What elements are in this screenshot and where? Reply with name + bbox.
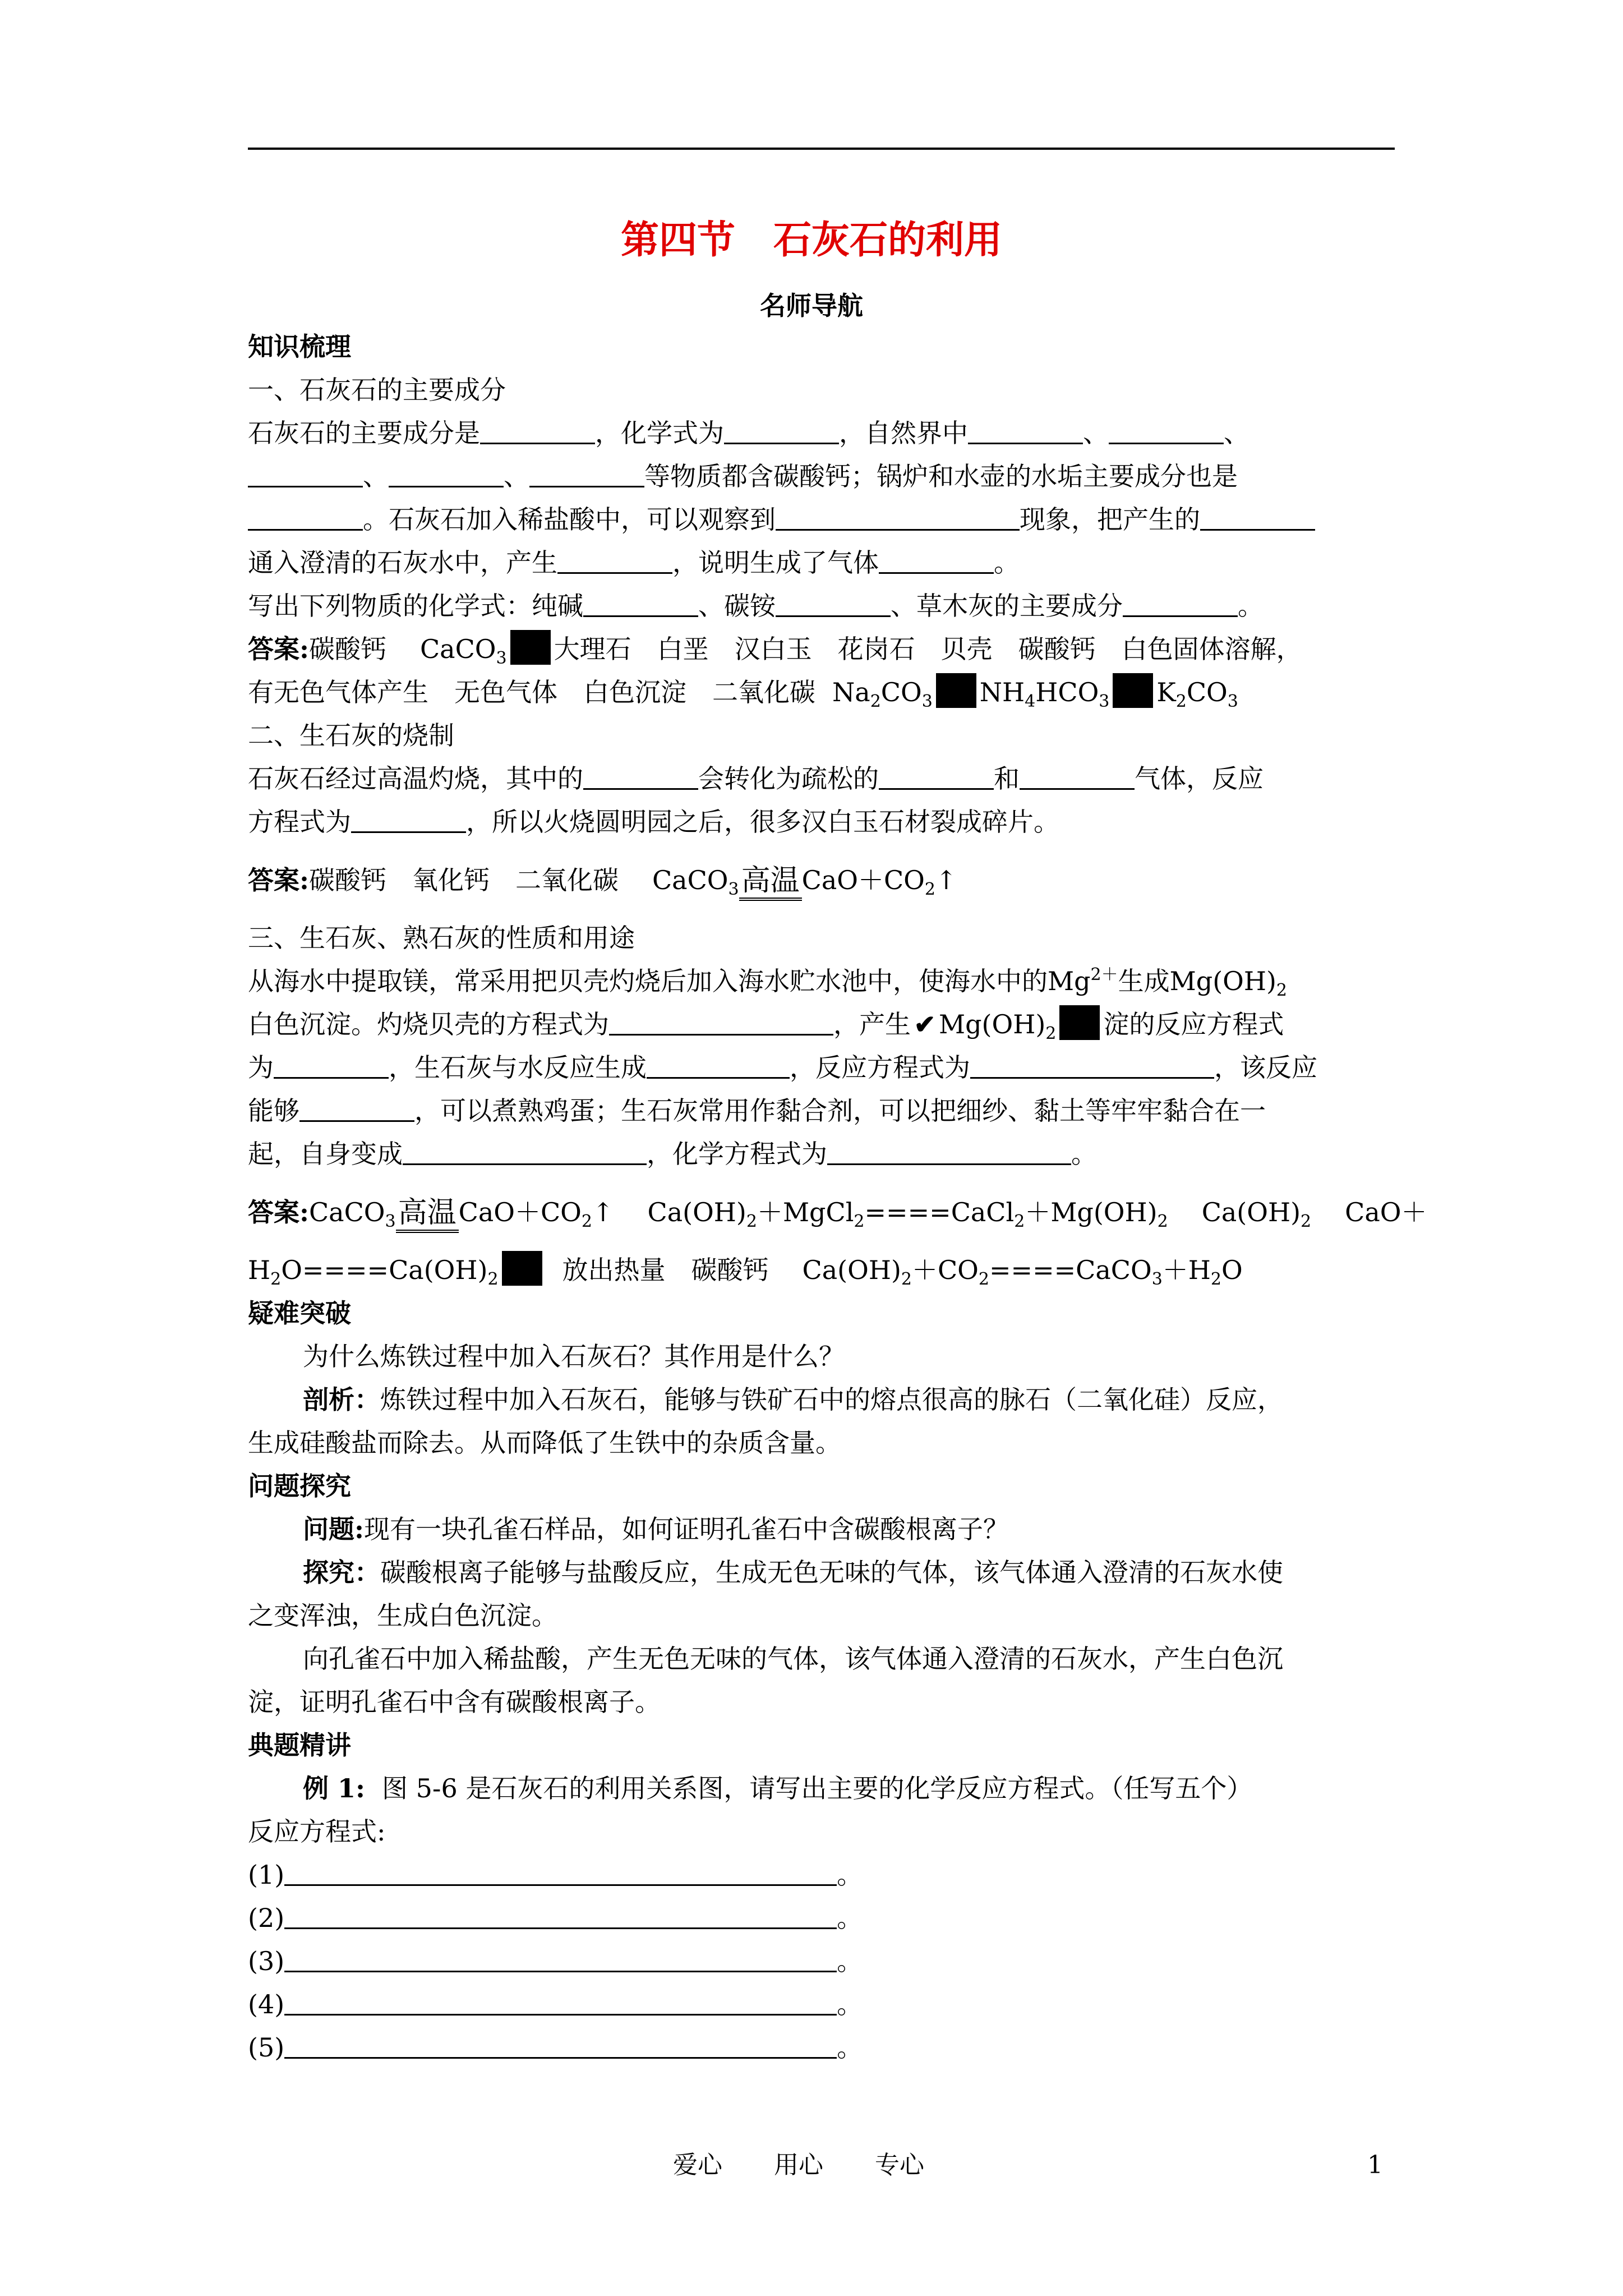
part1-line-4: 通入澄清的石灰水中，产生 ，说明生成了气体 。 [248,547,1020,578]
redaction-block [936,673,976,708]
fill-blank [583,590,698,617]
fill-blank [827,1138,1071,1165]
part1-line-3: 。石灰石加入稀盐酸中，可以观察到 现象，把产生的 [248,498,1398,541]
fill-blank [284,1858,837,1886]
part1-answer-line-2: 有无色气体产生 无色气体 白色沉淀 二氧化碳 $Na_2CO_3$ $NH_4HCO_3$ $K_2CO_3$ [248,671,1398,714]
fill-blank [299,1094,414,1122]
fill-blank [529,460,644,487]
part1-line-5: 写出下列物质的化学式：纯碱 、碳铵 、草木灰的主要成分 。 [248,591,1264,621]
answer-line-3: (3) 。 [248,1946,863,1976]
fill-blank [284,1988,837,2016]
answer-line-5: (5) 。 [248,2032,863,2063]
fill-blank [274,1051,389,1079]
fill-blank [351,806,466,833]
fill-blank [284,1902,837,1929]
section-heading-knowledge: 知识梳理 [248,332,351,362]
inquiry-explore-line-2: 之变浑浊，生成白色沉淀。 [248,1600,557,1631]
document-body [248,325,1427,2069]
footer-motto: 爱心 用心 专心 [673,2151,924,2179]
inquiry-explore-line-3: 向孔雀石中加入稀盐酸，产生无色无味的气体，该气体通入澄清的石灰水，产生白色沉 [303,1644,1283,1674]
page-subtitle: 名师导航 [760,291,863,321]
section-heading-difficulty: 疑难突破 [248,1298,351,1328]
page-number: 1 [1367,2151,1383,2179]
fill-blank [1020,762,1135,790]
part1-line-1: 石灰石的主要成分是 ，化学式为 ，自然界中 、 、 [248,418,1249,448]
part2-line-1: 石灰石经过高温灼烧，其中的 会转化为疏松的 和 气体，反应 [248,763,1264,794]
fill-blank [1123,590,1238,617]
part3-line-1: 从海水中提取镁，常采用把贝壳灼烧后加入海水贮水池中，使海水中的$Mg^{2+}$生成$Mg(OH)_2$ [248,965,1288,1000]
inquiry-explore-line-4: 淀，证明孔雀石中含有碳酸根离子。 [248,1687,661,1717]
part3-heading: 三、生石灰、熟石灰的性质和用途 [248,923,635,953]
part3-answer-line-1: 答案:CaCO$_3$高温$CaO+CO_2↑$ $Ca(OH)_2+MgCl_2====CaCl_2+Mg(OH)_2$ $Ca(OH)_2$ CaO＋ [248,1176,1398,1249]
fill-blank [403,1138,647,1165]
fill-blank [1200,503,1315,531]
part3-line-3: 为 ，生石灰与水反应生成 ，反应方程式为 ，该反应 [248,1052,1317,1083]
answer-line-2: (2) 。 [248,1903,863,1933]
fill-blank [609,1008,833,1036]
redaction-block [502,1251,542,1286]
part3-line-2: 白色沉淀。灼烧贝壳的方程式为 ，产生 ✔ $Mg(OH)_2$ 淀的反应方程式 [248,1003,1398,1046]
inquiry-question: 问题:现有一块孔雀石样品，如何证明孔雀石中含碳酸根离子？ [303,1514,1009,1544]
fill-blank [557,546,672,574]
high-temperature-condition: 高温 [739,864,802,901]
part3-line-5: 起，自身变成 ，化学方程式为 。 [248,1139,1097,1169]
fill-blank [647,1051,790,1079]
header-rule [248,148,1395,150]
fill-blank [879,546,994,574]
page-title: 第四节 石灰石的利用 [620,218,1002,263]
example-1: 例 1: 图 5-6 是石灰石的利用关系图，请写出主要的化学反应方程式。（任写五个） [303,1773,1253,1803]
inquiry-explore-line-1: 探究：碳酸根离子能够与盐酸反应，生成无色无味的气体，该气体通入澄清的石灰水使 [303,1557,1283,1588]
answer-line-4: (4) 。 [248,1989,863,2019]
check-mark-icon: ✔ [914,1009,936,1039]
fill-blank [1109,417,1224,444]
fill-blank [248,503,363,531]
difficulty-analysis-line-1: 剖析：炼铁过程中加入石灰石，能够与铁矿石中的熔点很高的脉石（二氧化硅）反应， [303,1384,1283,1415]
fill-blank [970,1051,1214,1079]
redaction-block [1113,673,1153,708]
fill-blank [583,762,698,790]
fill-blank [776,590,891,617]
part3-answer-line-2: $H_2O====Ca(OH)_2$ 放出热量 碳酸钙 $Ca(OH)_2+CO_2====CaCO_3+H_2O$ [248,1249,1398,1292]
example-equation-label: 反应方程式: [248,1816,386,1847]
part1-line-2: 、 、 等物质都含碳酸钙；锅炉和水壶的水垢主要成分也是 [248,455,1398,498]
redaction-block [510,630,551,665]
fill-blank [248,460,363,487]
answer-line-1: (1) 。 [248,1860,863,1890]
section-heading-examples: 典题精讲 [248,1730,351,1760]
section-heading-inquiry: 问题探究 [248,1471,351,1501]
fill-blank [879,762,994,790]
fill-blank [480,417,595,444]
redaction-block [1059,1005,1100,1040]
part3-line-4: 能够 ，可以煮熟鸡蛋；生石灰常用作黏合剂，可以把细纱、黏土等牢牢黏合在一 [248,1096,1266,1126]
fill-blank [776,503,1020,531]
high-temperature-condition: 高温 [396,1196,459,1233]
fill-blank [284,1945,837,1972]
fill-blank [284,2031,837,2059]
part2-heading: 二、生石灰的烧制 [248,720,454,751]
fill-blank [389,460,504,487]
fill-blank [968,417,1083,444]
difficulty-question: 为什么炼铁过程中加入石灰石？其作用是什么？ [303,1341,845,1372]
part2-answer: 答案:碳酸钙 氧化钙 二氧化碳 CaCO$_3$高温$CaO+CO_2↑$ [248,844,1398,917]
part2-line-2: 方程式为 ，所以火烧圆明园之后，很多汉白玉石材裂成碎片。 [248,807,1059,837]
part1-answer-line-1: 答案:碳酸钙 CaCO$_3$ 大理石 白垩 汉白玉 花岗石 贝壳 碳酸钙 白色固体溶解， [248,628,1398,671]
part1-heading: 一、石灰石的主要成分 [248,375,506,405]
difficulty-analysis-line-2: 生成硅酸盐而除去。从而降低了生铁中的杂质含量。 [248,1428,841,1458]
fill-blank [724,417,839,444]
